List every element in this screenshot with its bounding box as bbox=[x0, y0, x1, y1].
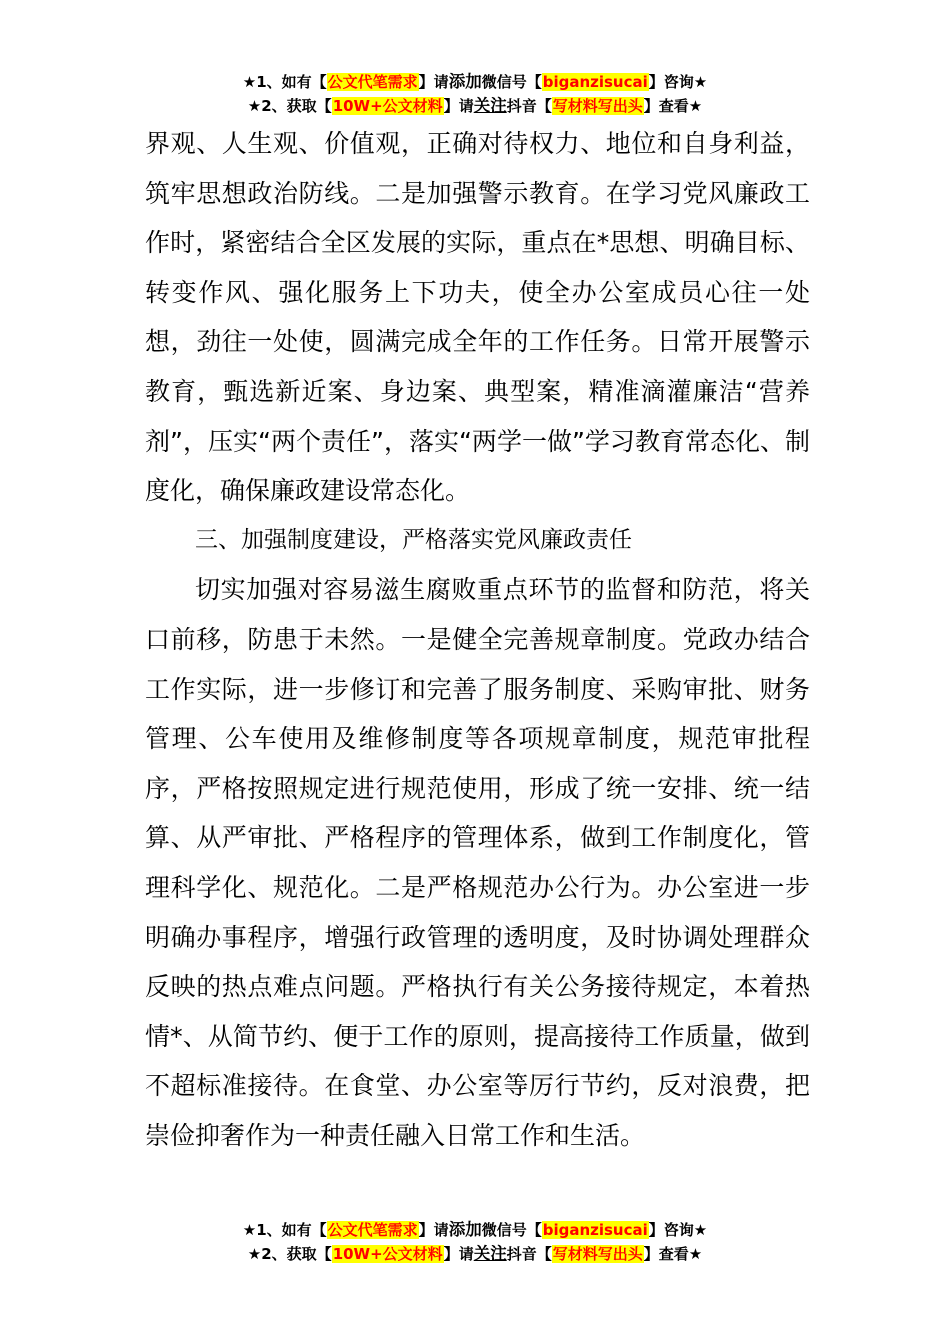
ad-text: ★1、如有【 bbox=[242, 1221, 327, 1239]
ad-text: 】请 bbox=[443, 97, 474, 115]
ad-text: 】咨询★ bbox=[648, 73, 708, 91]
footer-ad-line-1 bbox=[0, 1218, 950, 1242]
header-ad-banner bbox=[0, 70, 950, 118]
ad-highlight-wechat-id: biganzisucai bbox=[542, 73, 648, 91]
ad-highlight: 公文代笔需求 bbox=[327, 1221, 418, 1239]
ad-text: 】请 bbox=[443, 1245, 474, 1263]
paragraph-section-3: 切实加强对容易滋生腐败重点环节的监督和防范，将关口前移，防患于未然。一是健全完善规章制度。党政办结合工作实际，进一步修订和完善了服务制度、采购审批、财务管理、公车使用及维修制度等各项规章制度，规范审批程序，严格按照规定进行规范使用，形成了统一安排、统一结算、从严审批、严格程序的管理体系，做到工作制度化，管理科学化、规范化。二是严格规范办公行为。办公室进一步明确办事程序，增强行政管理的透明度，及时协调处理群众反映的热点难点问题。严格执行有关公务接待规定，本着热情*、从简节约、便于工作的原则，提高接待工作质量，做到不超标准接待。在食堂、办公室等厉行节约，反对浪费，把崇俭抑奢作为一种责任融入日常工作和生活。 bbox=[145, 575, 810, 1150]
ad-emphasis: 关注 bbox=[473, 1244, 507, 1263]
ad-text: ★1、如有【 bbox=[242, 73, 327, 91]
ad-highlight-douyin-id: 写材料写出头 bbox=[552, 1245, 643, 1263]
footer-ad-line-2 bbox=[0, 1242, 950, 1266]
ad-emphasis: 添加 bbox=[448, 1220, 482, 1239]
ad-text: 】请 bbox=[418, 73, 449, 91]
ad-emphasis: 关注 bbox=[473, 96, 507, 115]
ad-text: 抖音【 bbox=[506, 97, 552, 115]
ad-text: ★2、获取【 bbox=[247, 1245, 332, 1263]
ad-highlight: 10W+公文材料 bbox=[332, 1245, 443, 1263]
footer-ad-banner bbox=[0, 1218, 950, 1266]
ad-text: 】咨询★ bbox=[648, 1221, 708, 1239]
ad-text: 微信号【 bbox=[481, 1221, 542, 1239]
ad-text: 微信号【 bbox=[481, 73, 542, 91]
ad-highlight-douyin-id: 写材料写出头 bbox=[552, 97, 643, 115]
ad-text: ★2、获取【 bbox=[247, 97, 332, 115]
header-ad-line-2 bbox=[0, 94, 950, 118]
ad-text: 】查看★ bbox=[643, 97, 703, 115]
ad-highlight: 公文代笔需求 bbox=[327, 73, 418, 91]
ad-text: 】查看★ bbox=[643, 1245, 703, 1263]
ad-highlight: 10W+公文材料 bbox=[332, 97, 443, 115]
ad-text: 抖音【 bbox=[506, 1245, 552, 1263]
section-heading-3: 三、加强制度建设，严格落实党风廉政责任 bbox=[195, 526, 632, 553]
ad-text: 】请 bbox=[418, 1221, 449, 1239]
paragraph-continuation: 界观、人生观、价值观，正确对待权力、地位和自身利益，筑牢思想政治防线。二是加强警示教育。在学习党风廉政工作时，紧密结合全区发展的实际，重点在*思想、明确目标、转变作风、强化服务上下功夫，使全办公室成员心往一处想，劲往一处使，圆满完成全年的工作任务。日常开展警示教育，甄选新近案、身边案、典型案，精准滴灌廉洁“营养剂”，压实“两个责任”，落实“两学一做”学习教育常态化、制度化，确保廉政建设常态化。 bbox=[145, 129, 810, 506]
ad-highlight-wechat-id: biganzisucai bbox=[542, 1221, 648, 1239]
header-ad-line-1 bbox=[0, 70, 950, 94]
ad-emphasis: 添加 bbox=[448, 72, 482, 91]
document-body bbox=[145, 119, 810, 1160]
